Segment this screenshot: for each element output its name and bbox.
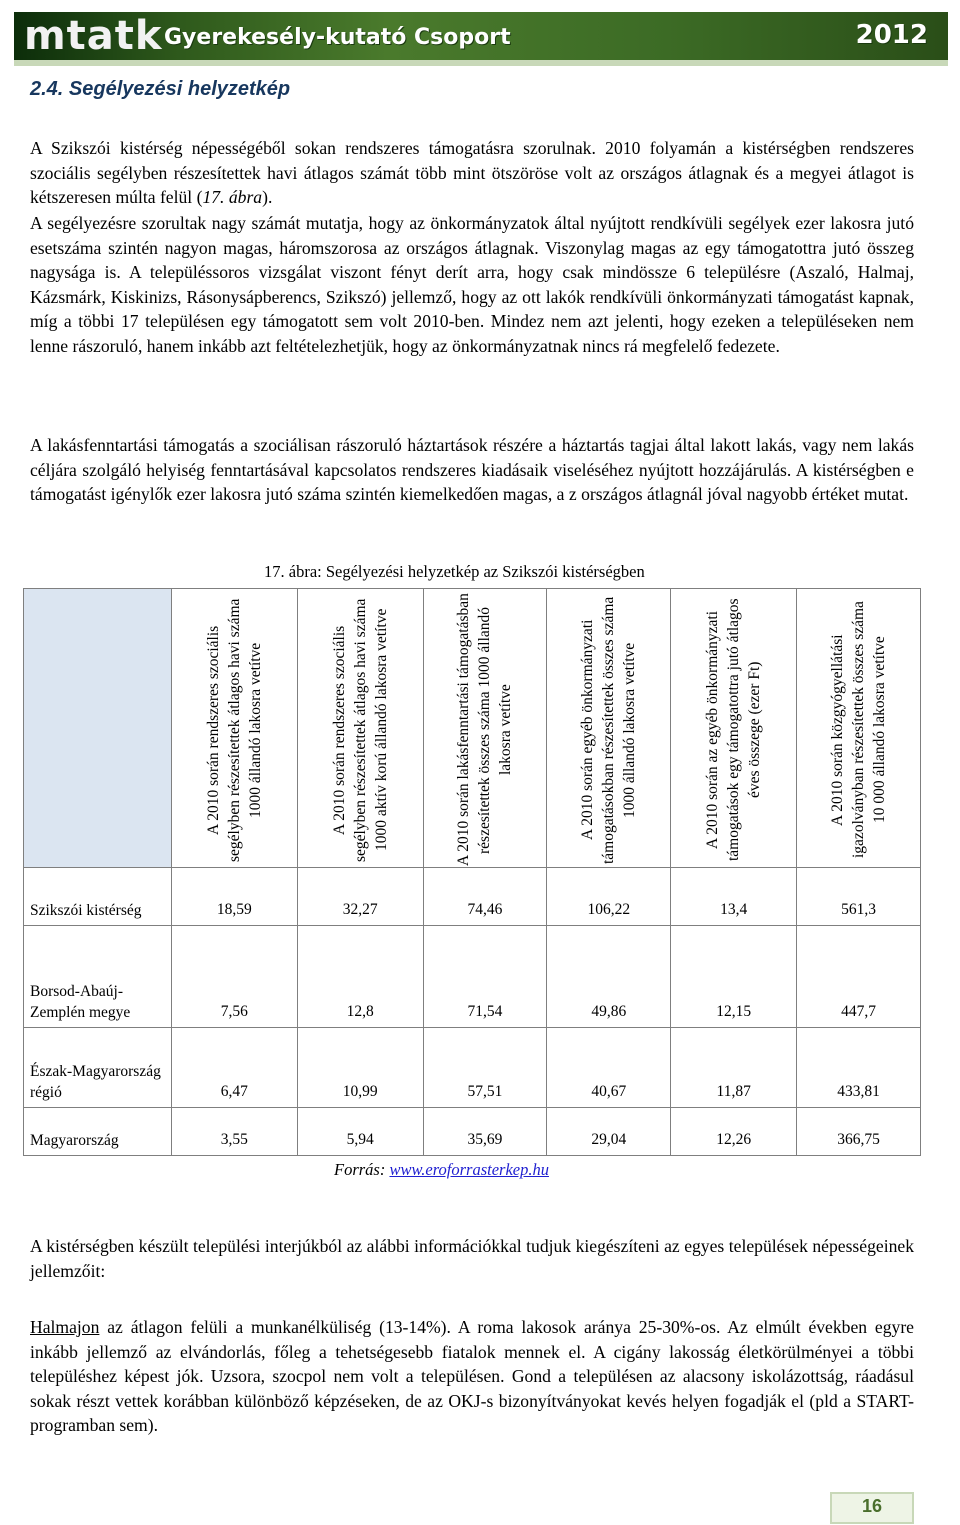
table-cell: 32,27 — [297, 868, 423, 926]
paragraph-2: A segélyezésre szorultak nagy számát mutatja, hogy az önkormányzatok által nyújtott rendkívüli segélyek ezer lakosra jutó esetszáma szintén nagyon magas, háromszorosa az országos átlagnak. Viszonylag magas az egy támogatottra jutó összeg nagysága is. A településsoros vizsgálat viszont fényt derít arra, hogy csak mindössze 6 településre (Aszaló, Halmaj, Kázsmárk, Kiskinizs, Rásonysápberencs, Szikszó) jellemző, hogy az ott lakók rendkívüli önkormányzati támogatást kapnak, míg a többi 17 településen egy támogatott sem volt 2010-ben. Mindez nem azt jelenti, hogy ezeken a településeken nem lenne rászoruló, hanem inkább azt feltételezhetjük, hogy az önkormányzatnak nincs rá megfelelő fedezete. — [30, 213, 914, 356]
table-header-cell — [423, 589, 547, 868]
table-cell: 366,75 — [797, 1108, 921, 1156]
figure-caption: 17. ábra: Segélyezési helyzetkép az Szikszói kistérségben — [264, 562, 645, 581]
header-banner — [14, 12, 948, 66]
table-cell: 561,3 — [797, 868, 921, 926]
table-cell: 433,81 — [797, 1028, 921, 1108]
page-header — [14, 6, 948, 70]
row-label: Észak-Magyarország régió — [24, 1028, 172, 1108]
table-row — [24, 926, 921, 1028]
table-row — [24, 1028, 921, 1108]
table-header-cell — [797, 589, 921, 868]
row-label: Szikszói kistérség — [24, 868, 172, 926]
source-line — [334, 1160, 549, 1180]
table-cell: 12,26 — [671, 1108, 797, 1156]
table-cell: 6,47 — [171, 1028, 297, 1108]
column-header: A 2010 során egyéb önkormányzati támogatásokban részesítettek összes száma 1000 állandó lakosra vetítve — [579, 596, 639, 864]
intro-paragraph — [30, 136, 914, 210]
table-cell: 49,86 — [547, 926, 671, 1028]
table-cell: 5,94 — [297, 1108, 423, 1156]
table-cell: 13,4 — [671, 868, 797, 926]
table-cell: 35,69 — [423, 1108, 547, 1156]
column-header: A 2010 során az egyéb önkormányzati támogatások egy támogatottra jutó átlagos éves összege (ezer Ft) — [704, 598, 764, 862]
table-header-cell — [171, 589, 297, 868]
source-label: Forrás: — [334, 1160, 390, 1179]
paragraph-3: A lakásfenntartási támogatás a szociálisan rászoruló háztartások részére a háztartás tagjai által lakott lakás, vagy nem lakás céljára szolgáló helyiség fenntartásával kapcsolatos rendszeres kiadásaik viseléséhez nyújtott hozzájárulás. A kistérségben e támogatást igénylők ezer lakosra jutó száma szintén kiemelkedően magas, a z országos átlagnál jóval nagyobb értéket mutat. — [30, 435, 914, 505]
table-cell: 57,51 — [423, 1028, 547, 1108]
column-header: A 2010 során rendszeres szociális segélyben részesítettek átlagos havi száma 1000 állandó lakosra vetítve — [204, 598, 264, 862]
column-header: A 2010 során közgyógyellátási igazolványban részesítettek összes száma 10 000 állandó lakosra vetítve — [829, 601, 889, 859]
mtatk-logo: mtatk — [24, 13, 163, 59]
column-header: A 2010 során lakásfenntartási támogatásban részesítettek összes száma 1000 állandó lakosra vetítve — [455, 593, 515, 867]
column-header: A 2010 során rendszeres szociális segélyben részesítettek átlagos havi száma 1000 aktív korú állandó lakosra vetítve — [330, 598, 390, 862]
paragraph-4: A kistérségben készült települési interjúkból az alábbi információkkal tudjuk kiegészíteni az egyes települések népességeinek jellemzőit: — [30, 1236, 914, 1281]
table-header-row — [24, 589, 921, 868]
table-cell: 71,54 — [423, 926, 547, 1028]
row-label: Borsod-Abaúj-Zemplén megye — [24, 926, 172, 1028]
table-header-cell — [671, 589, 797, 868]
table-cell: 447,7 — [797, 926, 921, 1028]
table-row — [24, 1108, 921, 1156]
paragraph-5-text: az átlagon felüli a munkanélküliség (13-14%). A roma lakosok aránya 25-30%-os. Az elmúlt években egyre inkább jellemző az elvándorlás, főleg a tehetségesebb fiatalok mennek el. A cigány lakosság életkörülményei a többi településhez képest jók. Uzsora, szocpol nem volt a településen. Gond a településen az alacsony iskolázottság, ráadásul sokak részt vettek korábban különböző képzéseken, de az OKJ-s bizonyítványokat kevés helyen fogadják el (pld a START-programban sem). — [30, 1317, 914, 1436]
table-corner — [24, 589, 172, 868]
table-cell: 18,59 — [171, 868, 297, 926]
paragraph-5 — [30, 1315, 914, 1438]
table-header-cell — [547, 589, 671, 868]
source-link[interactable]: www.eroforrasterkep.hu — [389, 1160, 549, 1179]
table-cell: 7,56 — [171, 926, 297, 1028]
table-cell: 40,67 — [547, 1028, 671, 1108]
table-header-cell — [297, 589, 423, 868]
page-number: 16 — [861, 1496, 883, 1516]
table-cell: 74,46 — [423, 868, 547, 926]
section-title: 2.4. Segélyezési helyzetkép — [30, 78, 291, 100]
group-name: Gyerekesély-kutató Csoport — [164, 25, 511, 50]
table-cell: 3,55 — [171, 1108, 297, 1156]
table-cell: 10,99 — [297, 1028, 423, 1108]
assistance-table — [23, 588, 921, 1156]
table-row — [24, 868, 921, 926]
table-cell: 12,8 — [297, 926, 423, 1028]
table-cell: 29,04 — [547, 1108, 671, 1156]
row-label: Magyarország — [24, 1108, 172, 1156]
intro-text: A Szikszói kistérség népességéből sokan rendszeres támogatásra szorulnak. 2010 folyamán a kistérségben rendszeres szociális segélyben részesítettek havi átlagos számát több mint ötszöröse volt az országos átlagnak és a megyei átlagot is kétszeresen múlta felül ( — [30, 138, 914, 208]
table-cell: 106,22 — [547, 868, 671, 926]
page-number-box — [830, 1492, 914, 1524]
figure-reference: 17. ábra — [202, 187, 263, 208]
intro-end: ). — [262, 187, 273, 208]
header-year: 2012 — [855, 20, 928, 50]
halmaj-underlined: Halmajon — [30, 1317, 100, 1337]
table-cell: 12,15 — [671, 926, 797, 1028]
table-cell: 11,87 — [671, 1028, 797, 1108]
